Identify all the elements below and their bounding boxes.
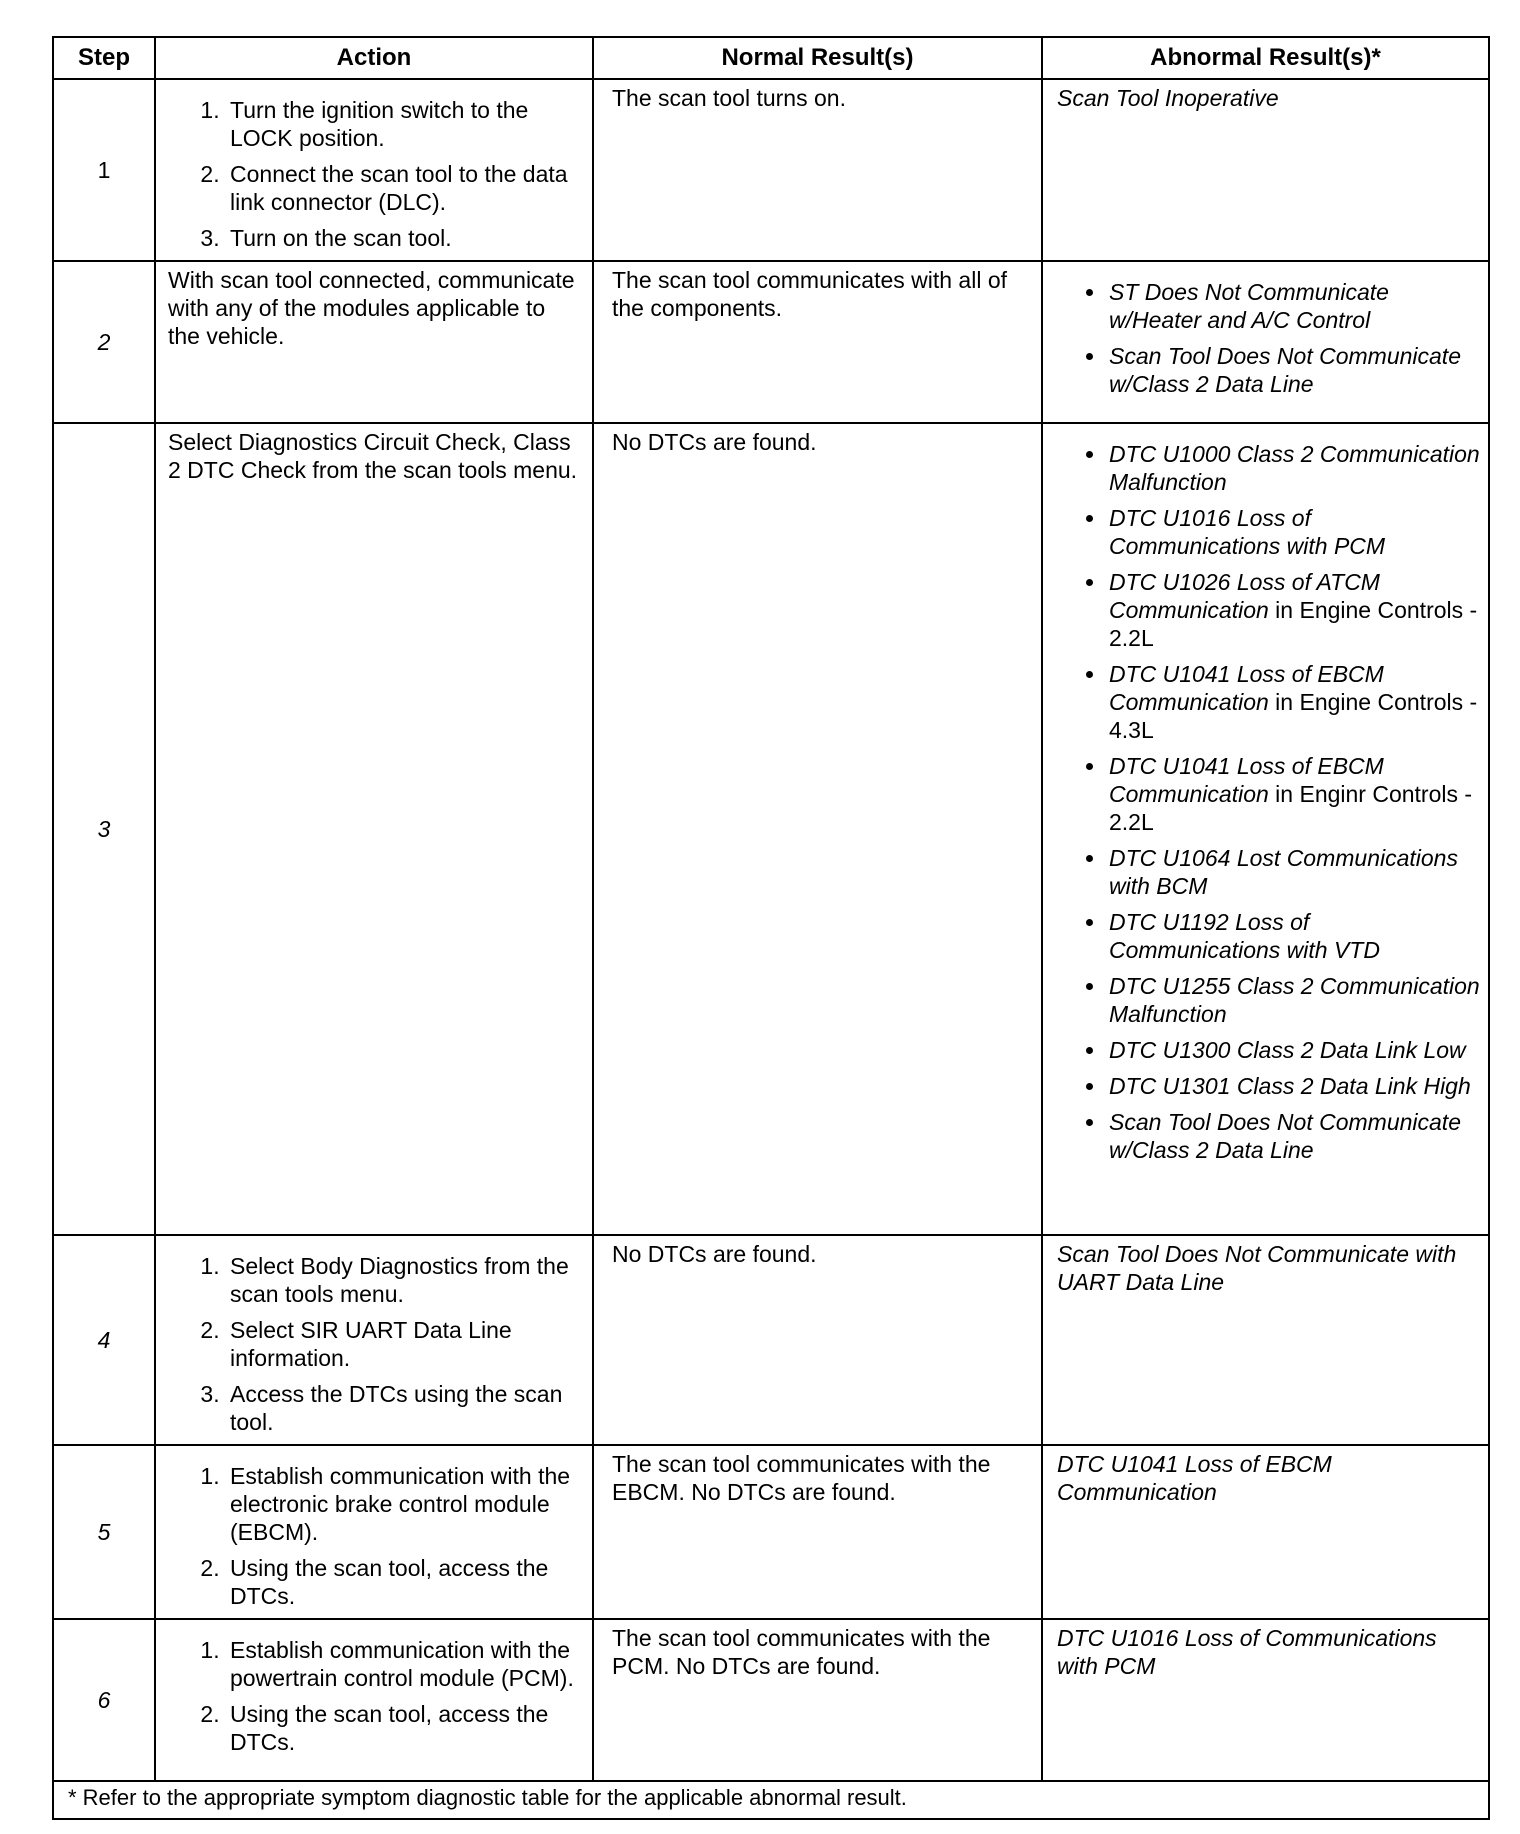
abnormal-result-item [1107,568,1480,652]
result-name: ST Does Not Communicate w/Heater and A/C Control [1109,279,1389,333]
abnormal-result-item [1107,1036,1480,1064]
abnormal-result-item [1107,908,1480,964]
action-step: 3. Turn on the scan tool. [226,224,582,252]
table-row [53,79,1489,261]
result-qualifier: in Enginr Controls - 2.2L [1109,781,1473,835]
result-name: Scan Tool Does Not Communicate w/Class 2 Data Line [1109,1109,1461,1163]
abnormal-result-item [1107,1108,1480,1164]
action-step: 1. Establish communication with the electronic brake control module (EBCM). [226,1462,582,1546]
table-row [53,423,1489,1235]
abnormal-result-item [1107,504,1480,560]
abnormal-bullet-list [1057,278,1480,398]
action-step: 3. Access the DTCs using the scan tool. [226,1380,582,1436]
abnormal-result-item [1107,752,1480,836]
header-row [53,37,1489,79]
result-name: Scan Tool Does Not Communicate w/Class 2 Data Line [1109,343,1461,397]
diagnostic-table [52,36,1490,1820]
abnormal-result-item [1107,278,1480,334]
action-text: Select Diagnostics Circuit Check, Class 2 DTC Check from the scan tools menu. [155,423,593,1235]
abnormal-result: DTC U1016 Loss of Communications with PCM [1042,1619,1489,1781]
action-steps-list [168,1636,582,1756]
step-number: 4 [53,1235,155,1445]
abnormal-result: DTC U1041 Loss of EBCM Communication [1042,1445,1489,1619]
result-name: DTC U1041 Loss of EBCM Communication [1109,661,1384,715]
header-step: Step [53,37,155,79]
result-name: DTC U1000 Class 2 Communication Malfunction [1109,441,1480,495]
abnormal-result-item [1107,972,1480,1028]
abnormal-result-item [1107,1072,1480,1100]
result-qualifier: in Engine Controls - 4.3L [1109,689,1478,743]
action-step: 2. Using the scan tool, access the DTCs. [226,1554,582,1610]
normal-result: The scan tool turns on. [593,79,1042,261]
table-row [53,1619,1489,1781]
action-cell [155,1619,593,1781]
action-text: With scan tool connected, communicate with any of the modules applicable to the vehicle. [155,261,593,423]
step-number: 3 [53,423,155,1235]
table-row [53,1445,1489,1619]
action-cell [155,1445,593,1619]
abnormal-result [1042,423,1489,1235]
abnormal-result [1042,261,1489,423]
action-step: 2. Connect the scan tool to the data link connector (DLC). [226,160,582,216]
abnormal-result-item [1107,660,1480,744]
action-steps-list [168,1252,582,1436]
step-number: 6 [53,1619,155,1781]
normal-result: No DTCs are found. [593,1235,1042,1445]
normal-result: The scan tool communicates with all of the components. [593,261,1042,423]
result-qualifier: in Engine Controls - 2.2L [1109,597,1478,651]
result-name: DTC U1026 Loss of ATCM Communication [1109,569,1380,623]
header-action: Action [155,37,593,79]
result-name: DTC U1064 Lost Communications with BCM [1109,845,1458,899]
result-name: DTC U1192 Loss of Communications with VTD [1109,909,1380,963]
step-number: 2 [53,261,155,423]
normal-result: No DTCs are found. [593,423,1042,1235]
normal-result: The scan tool communicates with the EBCM. No DTCs are found. [593,1445,1042,1619]
action-step: 1. Select Body Diagnostics from the scan tools menu. [226,1252,582,1308]
result-name: DTC U1041 Loss of EBCM Communication [1109,753,1384,807]
abnormal-result: Scan Tool Inoperative [1042,79,1489,261]
table-row [53,261,1489,423]
abnormal-result: Scan Tool Does Not Communicate with UART Data Line [1042,1235,1489,1445]
action-cell [155,79,593,261]
action-cell [155,1235,593,1445]
footnote-row [53,1781,1489,1819]
result-name: DTC U1300 Class 2 Data Link Low [1109,1037,1466,1063]
result-name: DTC U1301 Class 2 Data Link High [1109,1073,1471,1099]
abnormal-result-item [1107,844,1480,900]
action-steps-list [168,96,582,252]
action-steps-list [168,1462,582,1610]
footnote: * Refer to the appropriate symptom diagnostic table for the applicable abnormal result. [53,1781,1489,1819]
action-step: 2. Using the scan tool, access the DTCs. [226,1700,582,1756]
normal-result: The scan tool communicates with the PCM. No DTCs are found. [593,1619,1042,1781]
header-abnormal-results: Abnormal Result(s)* [1042,37,1489,79]
action-step: 1. Establish communication with the powertrain control module (PCM). [226,1636,582,1692]
step-number: 1 [53,79,155,261]
step-number: 5 [53,1445,155,1619]
abnormal-result-item [1107,440,1480,496]
abnormal-bullet-list [1057,440,1480,1164]
abnormal-result-item [1107,342,1480,398]
header-normal-results: Normal Result(s) [593,37,1042,79]
result-name: DTC U1255 Class 2 Communication Malfunction [1109,973,1480,1027]
action-step: 2. Select SIR UART Data Line information. [226,1316,582,1372]
action-step: 1. Turn the ignition switch to the LOCK position. [226,96,582,152]
result-name: DTC U1016 Loss of Communications with PCM [1109,505,1386,559]
table-row [53,1235,1489,1445]
